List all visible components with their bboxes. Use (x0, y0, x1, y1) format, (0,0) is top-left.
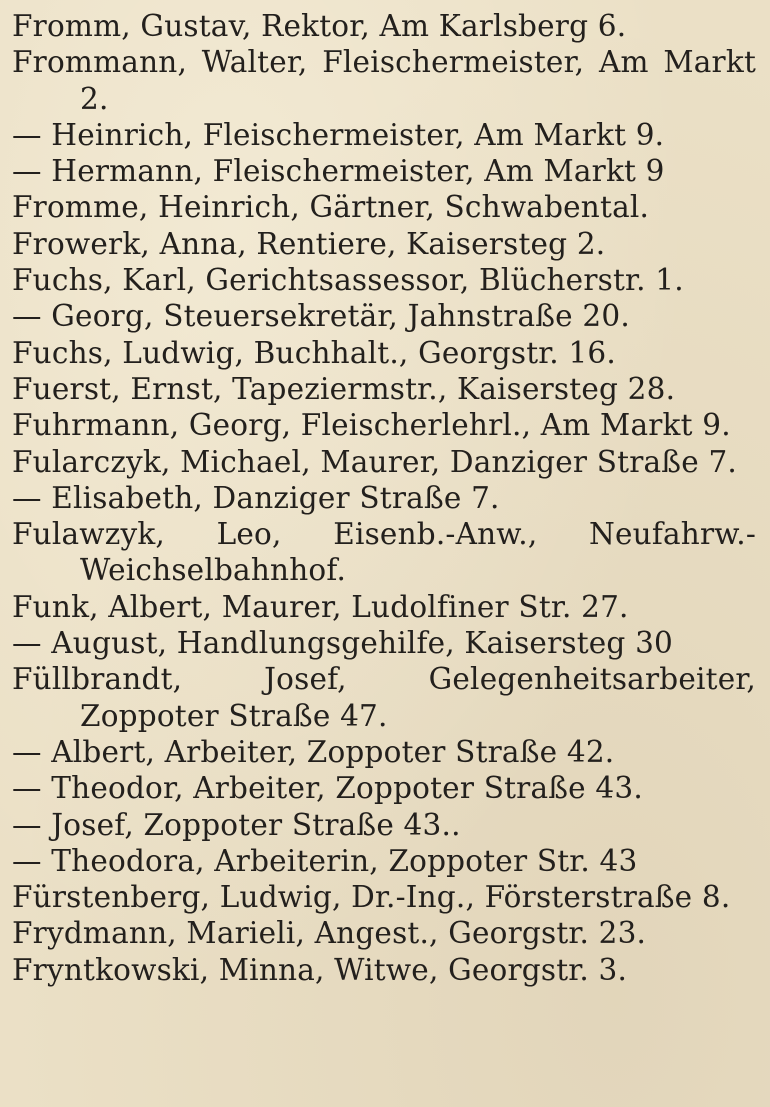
directory-entry: Fuhrmann, Georg, Fleischerlehrl., Am Markt 9. (12, 408, 731, 443)
directory-entry: Fromm, Gustav, Rektor, Am Karlsberg 6. (12, 9, 627, 43)
directory-entry: Fürstenberg, Ludwig, Dr.-Ing., Försterstraße 8. (12, 880, 731, 915)
directory-entry: — Heinrich, Fleischermeister, Am Markt 9. (12, 117, 665, 152)
directory-entry: Füllbrandt, Josef, Gelegenheitsarbeiter, Zoppoter Straße 47. (12, 662, 756, 733)
directory-entry: Frydmann, Marieli, Angest., Georgstr. 23. (12, 916, 647, 951)
directory-entry: Frommann, Walter, Fleischermeister, Am Markt 2. (12, 45, 756, 116)
directory-entry: — Theodor, Arbeiter, Zoppoter Straße 43. (12, 771, 643, 806)
directory-entry: — August, Handlungsgehilfe, Kaisersteg 30 (12, 626, 674, 661)
directory-entry: Fuerst, Ernst, Tapeziermstr., Kaisersteg 28. (12, 371, 676, 406)
directory-entry: Fuchs, Ludwig, Buchhalt., Georgstr. 16. (12, 335, 616, 370)
directory-entry: — Georg, Steuersekretär, Jahnstraße 20. (12, 299, 630, 334)
directory-entry: — Albert, Arbeiter, Zoppoter Straße 42. (12, 734, 615, 769)
directory-entry: Fulawzyk, Leo, Eisenb.-Anw., Neufahrw.-Weichselbahnhof. (12, 517, 756, 588)
directory-entry-list (12, 8, 756, 988)
directory-entry: — Theodora, Arbeiterin, Zoppoter Str. 43 (12, 843, 638, 878)
directory-entry: — Elisabeth, Danziger Straße 7. (12, 480, 500, 515)
directory-entry: Funk, Albert, Maurer, Ludolfiner Str. 27. (12, 589, 629, 624)
directory-entry: Fularczyk, Michael, Maurer, Danziger Straße 7. (12, 444, 737, 479)
directory-entry: — Josef, Zoppoter Straße 43.. (12, 807, 461, 842)
directory-entry: — Hermann, Fleischermeister, Am Markt 9 (12, 154, 665, 189)
directory-entry: Fromme, Heinrich, Gärtner, Schwabental. (12, 190, 650, 225)
directory-entry: Fuchs, Karl, Gerichtsassessor, Blücherstr. 1. (12, 263, 684, 298)
directory-entry: Fryntkowski, Minna, Witwe, Georgstr. 3. (12, 952, 628, 987)
directory-entry: Frowerk, Anna, Rentiere, Kaisersteg 2. (12, 226, 606, 261)
